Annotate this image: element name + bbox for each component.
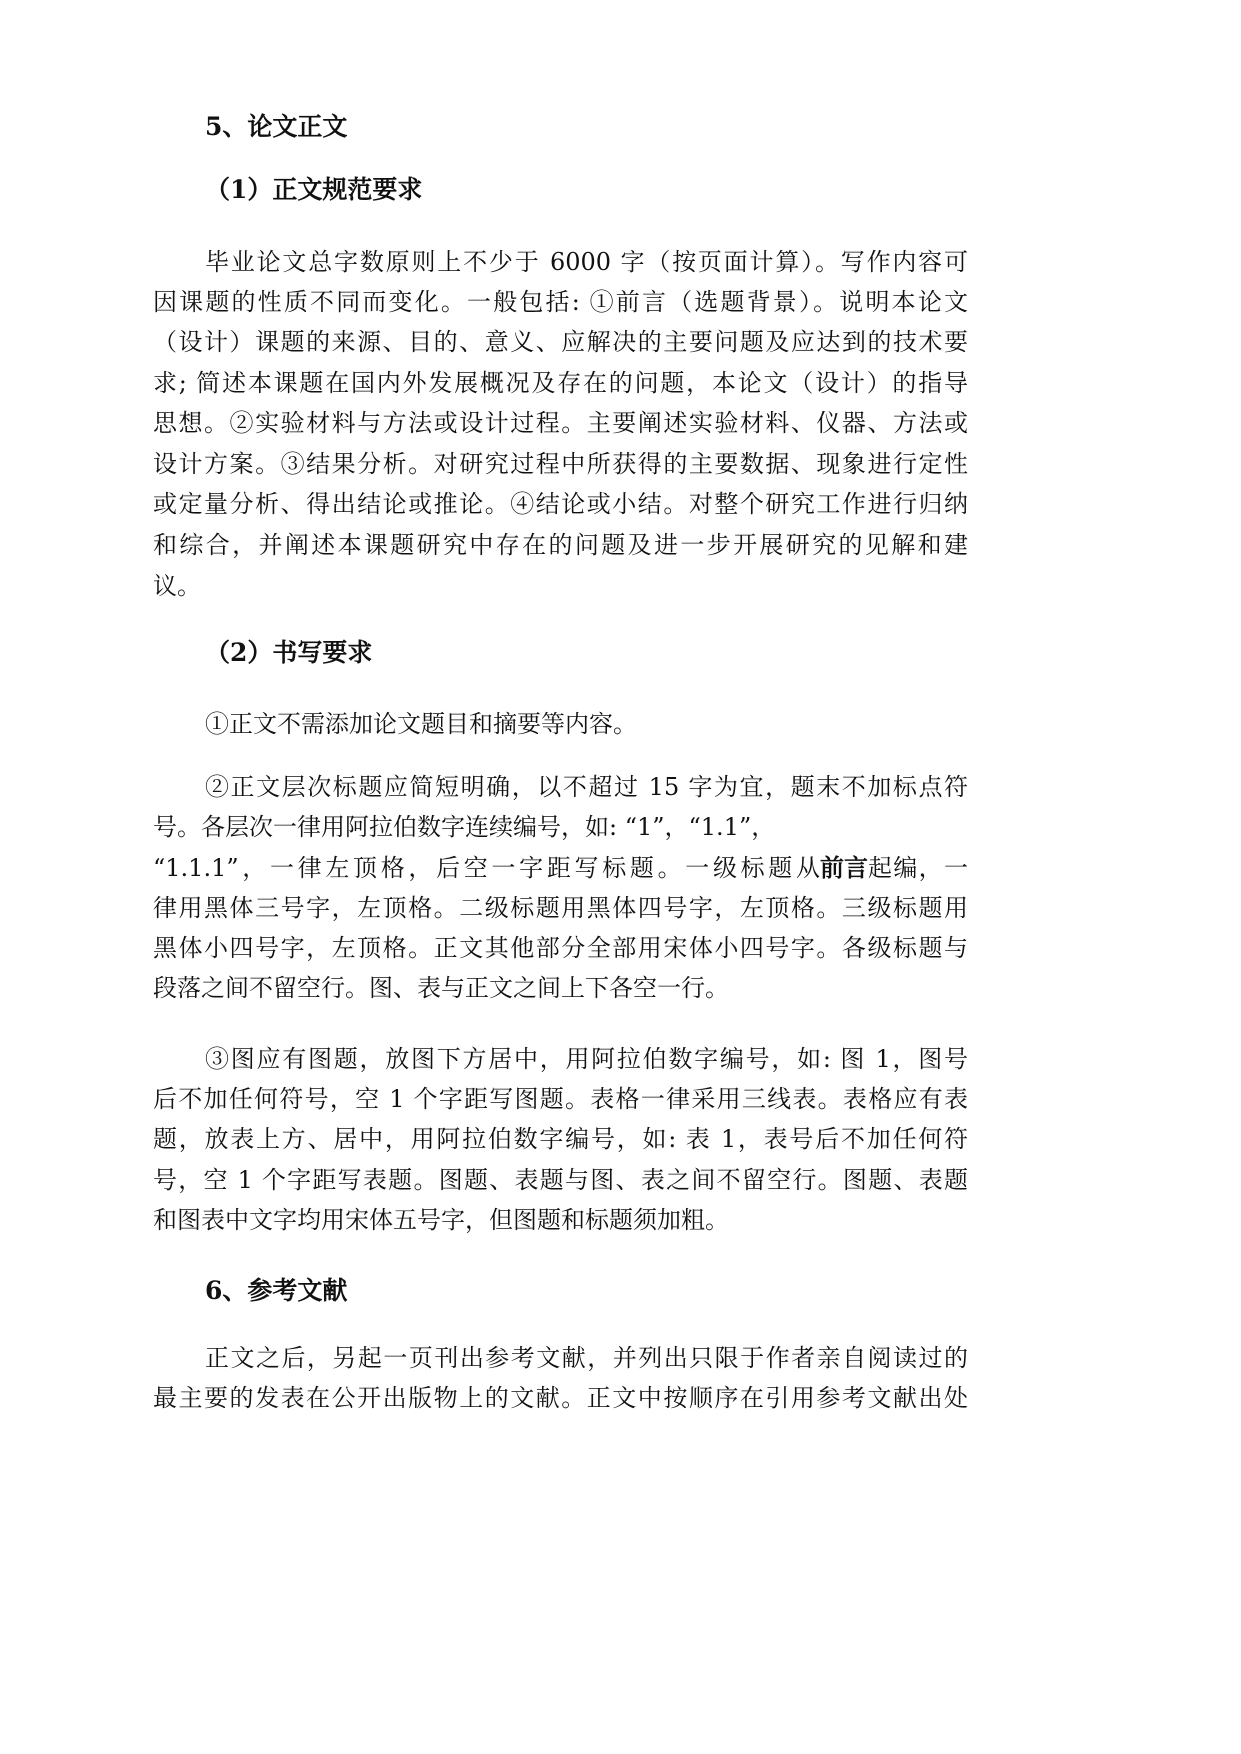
- text-line: 和综合，并阐述本课题研究中存在的问题及进一步开展研究的见解和建: [153, 531, 968, 559]
- text-line: 设计方案。③结果分析。对研究过程中所获得的主要数据、现象进行定性: [153, 450, 968, 478]
- text-line: 正文之后，另起一页刊出参考文献，并列出只限于作者亲自阅读过的: [205, 1344, 968, 1372]
- text-line: 号，空 1 个字距写表题。图题、表题与图、表之间不留空行。图题、表题: [153, 1166, 968, 1194]
- heading-section-5: 5、论文正文: [205, 112, 348, 141]
- text-line: 毕业论文总字数原则上不少于 6000 字（按页面计算）。写作内容可: [205, 248, 968, 276]
- text-line: 号。各层次一律用阿拉伯数字连续编号，如: “1”，“1.1”，: [153, 813, 776, 841]
- text-line: 黑体小四号字，左顶格。正文其他部分全部用宋体小四号字。各级标题与: [153, 934, 968, 962]
- text-line: 议。: [153, 572, 201, 600]
- text-line: ②正文层次标题应简短明确，以不超过 15 字为宜，题末不加标点符: [205, 773, 968, 801]
- text-line: 求; 简述本课题在国内外发展概况及存在的问题，本论文（设计）的指导: [153, 369, 968, 397]
- text-segment: “1.1.1”，一律左顶格，后空一字距写标题。一级标题从: [153, 854, 820, 882]
- text-line: 最主要的发表在公开出版物上的文献。正文中按顺序在引用参考文献出处: [153, 1384, 968, 1412]
- text-line: 段落之间不留空行。图、表与正文之间上下各空一行。: [153, 974, 729, 1002]
- text-line: 题，放表上方、居中，用阿拉伯数字编号，如: 表 1，表号后不加任何符: [153, 1125, 968, 1153]
- heading-writing-requirements: （2）书写要求: [205, 638, 373, 667]
- text-segment: 起编，一: [868, 854, 968, 882]
- heading-body-requirements: （1）正文规范要求: [205, 175, 423, 204]
- text-line: 和图表中文字均用宋体五号字，但图题和标题须加粗。: [153, 1206, 729, 1234]
- text-line: 律用黑体三号字，左顶格。二级标题用黑体四号字，左顶格。三级标题用: [153, 894, 968, 922]
- text-line: 后不加任何符号，空 1 个字距写图题。表格一律采用三线表。表格应有表: [153, 1085, 968, 1113]
- text-line: 思想。②实验材料与方法或设计过程。主要阐述实验材料、仪器、方法或: [153, 409, 968, 437]
- text-line: [153, 848, 968, 888]
- text-line: （设计）课题的来源、目的、意义、应解决的主要问题及应达到的技术要: [153, 328, 968, 356]
- heading-section-6: 6、参考文献: [205, 1276, 348, 1305]
- item-1: ①正文不需添加论文题目和摘要等内容。: [205, 710, 637, 738]
- text-line: 因课题的性质不同而变化。一般包括: ①前言（选题背景）。说明本论文: [153, 288, 968, 316]
- text-line: 或定量分析、得出结论或推论。④结论或小结。对整个研究工作进行归纳: [153, 490, 968, 518]
- bold-text: 前言: [820, 853, 868, 882]
- text-line: ③图应有图题，放图下方居中，用阿拉伯数字编号，如: 图 1，图号: [205, 1045, 968, 1073]
